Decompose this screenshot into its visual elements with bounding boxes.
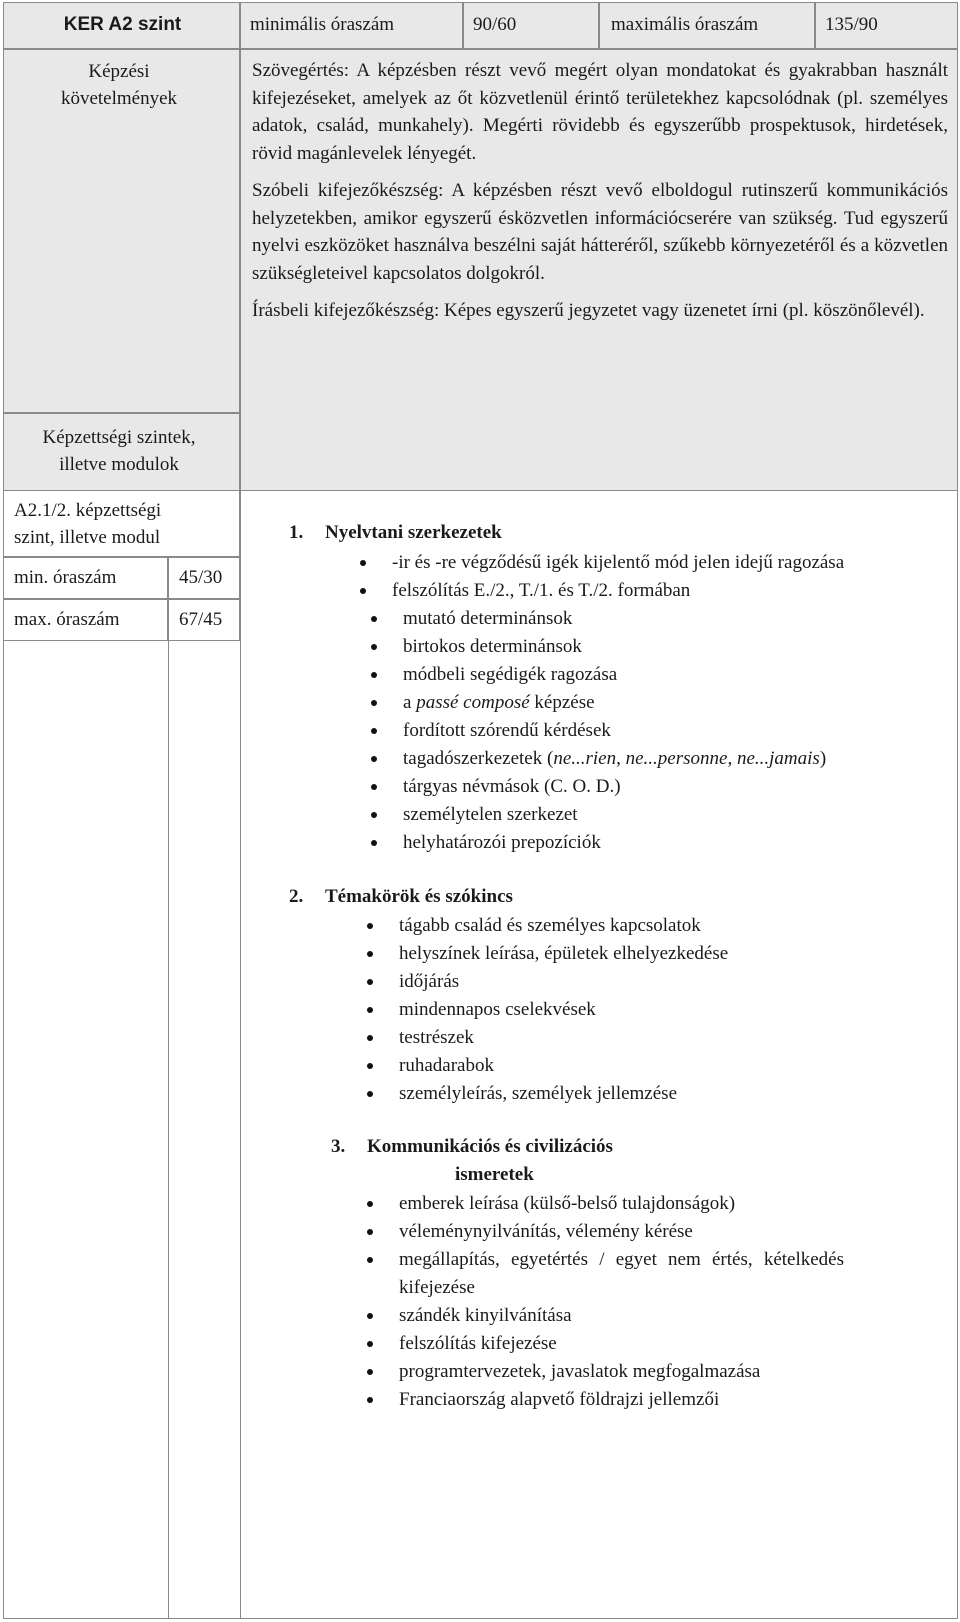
list-item: birtokos determinánsok [403,633,826,661]
levels-label: Képzettségi szintek, illetve modulok [42,427,196,475]
list-item: szándék kinyilvánítása [399,1302,844,1330]
list-item: a passé composé képzése [403,689,826,717]
list-item: megállapítás, egyetértés / egyet nem értés, kételkedés kifejezése [399,1246,844,1302]
levels-label-cell [3,413,240,491]
requirements-label-cell [3,49,240,413]
list-item: tágabb család és személyes kapcsolatok [399,912,728,940]
grammar-list [392,549,844,605]
header-level: KER A2 szint [63,14,182,35]
module-max-value-cell [168,599,240,641]
module-name: A2.1/2. képzettségi szint, illetve modul [14,500,162,548]
communication-list [399,1190,844,1414]
module-min-value-cell [168,557,240,599]
list-item: helyszínek leírása, épületek elhelyezkedése [399,940,728,968]
list-item: mutató determinánsok [403,605,826,633]
section-3-title-line2: ismeretek [455,1164,534,1185]
requirements-text-cell [240,49,958,491]
list-item: személyleírás, személyek jellemzése [399,1080,728,1108]
module-min-label: min. óraszám [14,567,117,588]
header-max-value-cell [815,2,958,49]
list-item: Franciaország alapvető földrajzi jellemzői [399,1386,844,1414]
list-item: véleménynyilvánítás, vélemény kérése [399,1218,844,1246]
list-item: felszólítás E./2., T./1. és T./2. formában [392,577,844,605]
writing-requirement: Írásbeli kifejezőkészség: Képes egyszerű jegyzetet vagy üzenetet írni (pl. köszönőlevél). [252,300,925,321]
list-item: személytelen szerkezet [403,801,826,829]
module-max-label: max. óraszám [14,609,120,630]
module-min-value: 45/30 [179,567,223,588]
header-max-label: maximális óraszám [611,14,759,35]
header-min-label-cell [240,2,463,49]
list-item: -ir és -re végződésű igék kijelentő mód jelen idejű ragozása [392,549,844,577]
header-max-label-cell [599,2,815,49]
grammar-list-continued [403,605,826,857]
list-item: helyhatározói prepozíciók [403,829,826,857]
list-item: testrészek [399,1024,728,1052]
reading-requirement: Szövegértés: A képzésben részt vevő megért olyan mondatokat és gyakrabban használt kifejezéseket, amelyek az őt közvetlenül érintő területekhez kapcsolódnak (pl. személyes adatok, család, munkahely). Megérti rövidebb és egyszerűbb prospektusok, hirdetések, rövid magánlevelek lényegét. [252,60,948,164]
header-min-value-cell [463,2,599,49]
list-item: ruhadarabok [399,1052,728,1080]
list-item: mindennapos cselekvések [399,996,728,1024]
header-min-label: minimális óraszám [250,14,395,35]
list-item: fordított szórendű kérdések [403,717,826,745]
module-max-label-cell [3,599,168,641]
list-item: tagadószerkezetek (ne...rien, ne...personne, ne...jamais) [403,745,826,773]
section-1-title: 1. Nyelvtani szerkezetek [289,522,502,543]
main-column-divider [240,491,241,1619]
requirements-label: Képzési követelmények [60,61,178,109]
list-item: időjárás [399,968,728,996]
module-max-value: 67/45 [179,609,223,630]
header-level-cell [3,2,240,49]
speaking-requirement: Szóbeli kifejezőkészség: A képzésben részt vevő elboldogul rutinszerű kommunikációs helyzetekben, amikor egyszerű ésközvetlen információcserére van szükség. Tud egyszerű nyelvi eszközöket használva beszélni saját hátteréről, szűkebb környezetéről és a közvetlen szükségleteivel kapcsolatos dolgokról. [252,180,948,284]
header-max-value: 135/90 [825,14,878,35]
section-2-title: 2. Témakörök és szókincs [289,886,513,907]
list-item: emberek leírása (külső-belső tulajdonságok) [399,1190,844,1218]
list-item: felszólítás kifejezése [399,1330,844,1358]
module-min-label-cell [3,557,168,599]
list-item: tárgyas névmások (C. O. D.) [403,773,826,801]
header-min-value: 90/60 [473,14,517,35]
list-item: módbeli segédigék ragozása [403,661,826,689]
topics-list [399,912,728,1108]
list-item: programtervezetek, javaslatok megfogalmazása [399,1358,844,1386]
section-3-title: 3. Kommunikációs és civilizációs [331,1136,613,1157]
module-column-divider [168,641,169,1619]
module-name-cell [3,491,240,557]
